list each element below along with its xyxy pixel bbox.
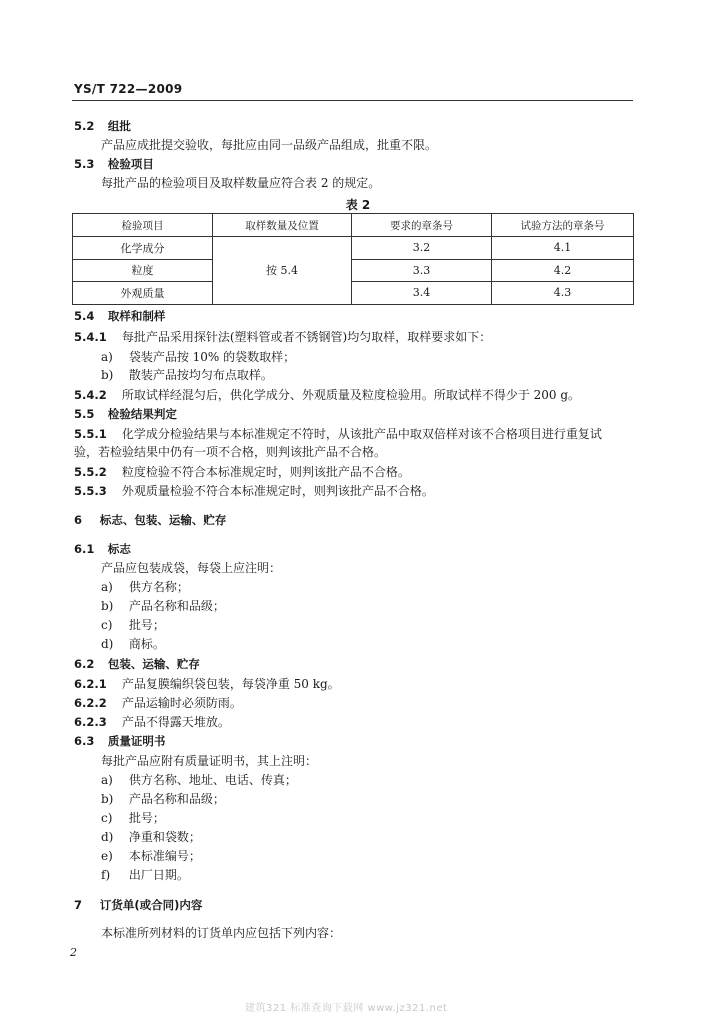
section-5-2-text: 产品应成批提交验收，每批应由同一品级产品组成，批重不限。 (101, 138, 438, 152)
section-5-2-heading (74, 119, 131, 133)
list-item (101, 599, 225, 613)
watermark: 建筑321 标准查询下载网 www.jz321.net (245, 1003, 448, 1014)
list-item (101, 350, 295, 364)
table-header-cell: 检验项目 (73, 214, 213, 237)
chapter-6-heading (74, 513, 226, 527)
table-cell-method: 4.1 (492, 237, 634, 260)
paragraph-text: 每批产品采用探针法(塑料管或者不锈钢管)均匀取样，取样要求如下： (121, 330, 492, 344)
list-label: b) (101, 792, 114, 806)
header-rule (72, 100, 633, 101)
section-number: 6.3 (74, 734, 95, 748)
section-5-5-2 (74, 465, 410, 479)
list-label: d) (101, 637, 114, 651)
list-text: 商标。 (128, 637, 165, 651)
table-row (73, 282, 634, 305)
table-row (73, 237, 634, 260)
section-number: 5.4 (74, 309, 95, 323)
list-label: c) (101, 811, 113, 825)
paragraph-text: 产品运输时必须防雨。 (121, 696, 242, 710)
table-row (73, 259, 634, 282)
section-number: 5.5.3 (74, 484, 107, 498)
section-title: 标志 (107, 542, 131, 556)
section-5-4-1 (74, 330, 491, 344)
table-cell-item: 化学成分 (73, 237, 213, 260)
paragraph-text: 化学成分检验结果与本标准规定不符时，从该批产品中取双倍样对该不合格项目进行重复试 (121, 427, 602, 441)
chapter-number: 7 (74, 898, 83, 912)
list-item (101, 849, 201, 863)
list-label: b) (101, 599, 114, 613)
list-text: 批号； (128, 618, 165, 632)
list-item (101, 792, 225, 806)
section-title: 取样和制样 (107, 309, 166, 323)
list-label: a) (101, 773, 113, 787)
list-text: 本标准编号； (128, 849, 201, 863)
list-label: f) (101, 868, 111, 882)
section-number: 5.5.2 (74, 465, 107, 479)
paragraph-text: 所取试样经混匀后，供化学成分、外观质量及粒度检验用。所取试样不得少于 200 g。 (121, 388, 581, 402)
table-header-cell: 要求的章条号 (352, 214, 492, 237)
page-number: 2 (70, 946, 77, 959)
section-6-2-3 (74, 715, 230, 729)
list-text: 批号； (128, 811, 165, 825)
section-6-1-heading (74, 542, 131, 556)
table-cell-item: 粒度 (73, 259, 213, 282)
list-item (101, 618, 165, 632)
section-number: 5.4.2 (74, 388, 107, 402)
table-caption: 表 2 (345, 198, 371, 212)
table-cell-method: 4.2 (492, 259, 634, 282)
section-6-3-heading (74, 734, 165, 748)
chapter-title: 订货单(或合同)内容 (99, 898, 203, 912)
chapter-7-text: 本标准所列材料的订货单内应包括下列内容： (101, 926, 342, 940)
section-6-3-text: 每批产品应附有质量证明书，其上注明： (101, 754, 318, 768)
list-item (101, 811, 165, 825)
section-6-1-text: 产品应包装成袋，每袋上应注明： (101, 561, 282, 575)
paragraph-text: 产品不得露天堆放。 (121, 715, 230, 729)
section-6-2-1 (74, 677, 340, 691)
section-number: 5.3 (74, 157, 95, 171)
section-5-5-1 (74, 427, 602, 441)
list-label: a) (101, 350, 113, 364)
section-number: 6.2.2 (74, 696, 107, 710)
section-6-2-2 (74, 696, 242, 710)
list-label: c) (101, 618, 113, 632)
section-number: 6.2 (74, 657, 95, 671)
section-5-5-3 (74, 484, 434, 498)
chapter-7-heading (74, 898, 202, 912)
section-number: 6.2.1 (74, 677, 107, 691)
section-number: 6.2.3 (74, 715, 107, 729)
chapter-number: 6 (74, 513, 83, 527)
section-title: 检验项目 (107, 157, 154, 171)
list-label: e) (101, 849, 113, 863)
list-item (101, 580, 189, 594)
section-title: 包装、运输、贮存 (107, 657, 200, 671)
table-header-cell: 试验方法的章条号 (492, 214, 634, 237)
paragraph-text: 粒度检验不符合本标准规定时，则判该批产品不合格。 (121, 465, 410, 479)
paragraph-text: 外观质量检验不符合本标准规定时，则判该批产品不合格。 (121, 484, 434, 498)
list-text: 供方名称、地址、电话、传真； (128, 773, 297, 787)
section-5-5-1-continued: 验，若检验结果中仍有一项不合格，则判该批产品不合格。 (74, 445, 387, 459)
section-title: 质量证明书 (107, 734, 166, 748)
table-cell-req: 3.4 (352, 282, 492, 305)
list-text: 净重和袋数； (128, 830, 201, 844)
section-5-4-2 (74, 388, 580, 402)
section-5-3-heading (74, 157, 154, 171)
table-cell-method: 4.3 (492, 282, 634, 305)
section-number: 5.5 (74, 407, 95, 421)
section-number: 6.1 (74, 542, 95, 556)
table-cell-req: 3.3 (352, 259, 492, 282)
list-text: 出厂日期。 (128, 868, 189, 882)
list-item (101, 830, 201, 844)
paragraph-text: 产品复膜编织袋包装，每袋净重 50 kg。 (121, 677, 340, 691)
inspection-table (72, 213, 634, 305)
doc-code-header: YS/T 722—2009 (74, 82, 183, 96)
list-text: 产品名称和品级； (128, 599, 225, 613)
table-cell-sampling: 按 5.4 (213, 237, 352, 305)
table-header-row (73, 214, 634, 237)
list-label: b) (101, 368, 114, 382)
list-text: 供方名称； (128, 580, 189, 594)
list-text: 产品名称和品级； (128, 792, 225, 806)
list-text: 袋装产品按 10% 的袋数取样； (128, 350, 296, 364)
section-5-5-heading (74, 407, 177, 421)
list-item (101, 773, 297, 787)
section-6-2-heading (74, 657, 200, 671)
list-text: 散装产品按均匀布点取样。 (128, 368, 273, 382)
table-cell-item: 外观质量 (73, 282, 213, 305)
list-item (101, 868, 189, 882)
chapter-title: 标志、包装、运输、贮存 (99, 513, 227, 527)
section-title: 组批 (107, 119, 131, 133)
section-number: 5.4.1 (74, 330, 107, 344)
table-header-cell: 取样数量及位置 (213, 214, 352, 237)
section-number: 5.5.1 (74, 427, 107, 441)
list-item (101, 368, 273, 382)
section-title: 检验结果判定 (107, 407, 177, 421)
list-item (101, 637, 165, 651)
section-5-4-heading (74, 309, 165, 323)
list-label: d) (101, 830, 114, 844)
section-number: 5.2 (74, 119, 95, 133)
list-label: a) (101, 580, 113, 594)
table-cell-req: 3.2 (352, 237, 492, 260)
section-5-3-text: 每批产品的检验项目及取样数量应符合表 2 的规定。 (101, 176, 381, 190)
